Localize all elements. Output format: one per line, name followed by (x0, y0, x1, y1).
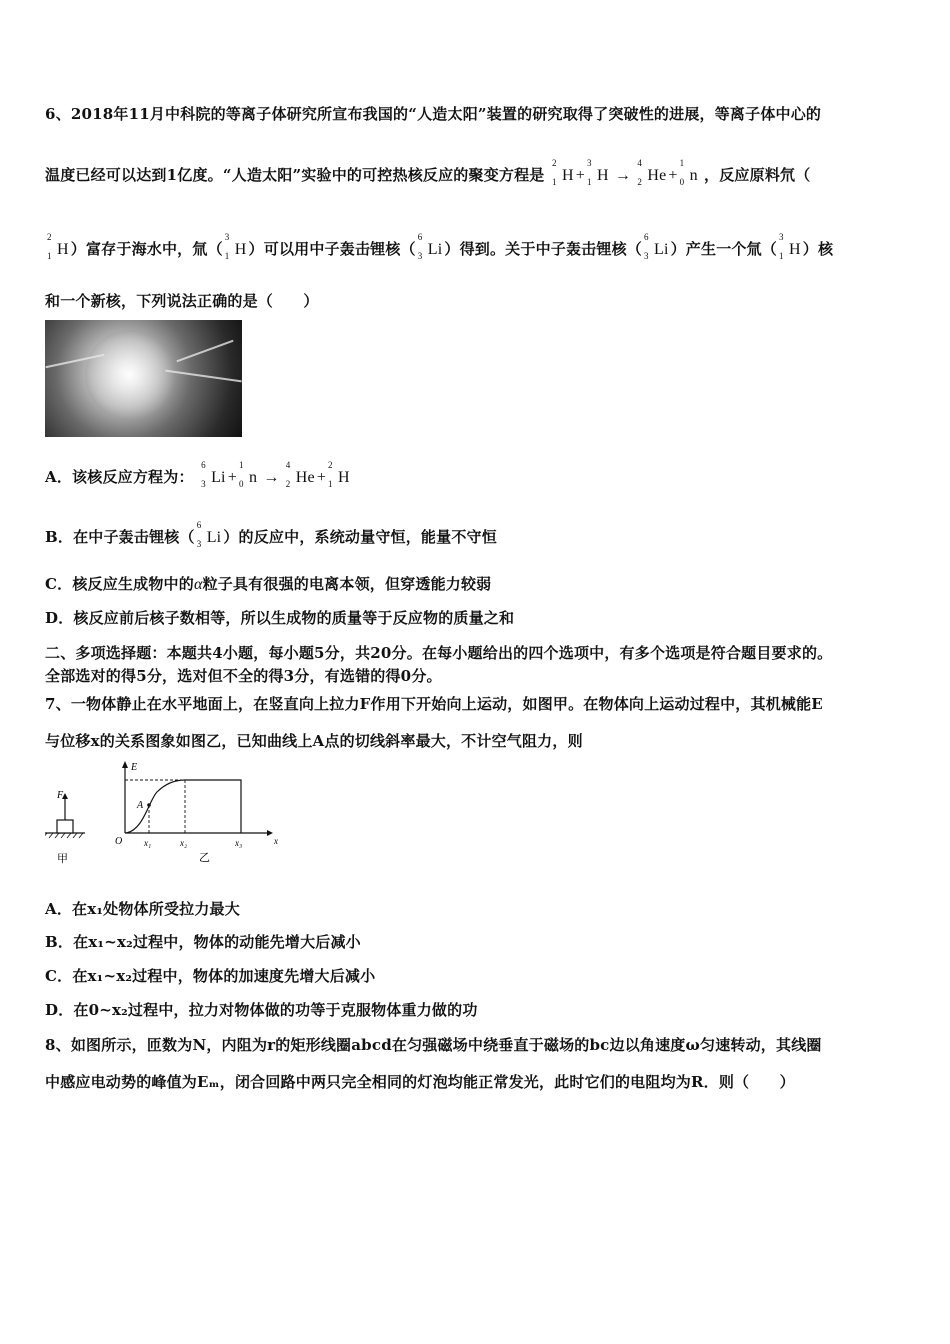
q6-line-3-b: ）可以用中子轰击锂核（ (248, 240, 416, 258)
q8-line-2: 中感应电动势的峰值为Eₘ，闭合回路中两只完全相同的灯泡均能正常发光，此时它们的电阻均为R．则（ ） (45, 1073, 795, 1091)
plus-sign: + (668, 167, 678, 184)
option-b-a: B．在中子轰击锂核（ (45, 528, 195, 546)
q6-line-3-a: ）富存于海水中，氚（ (70, 240, 223, 258)
option-b-b: ）的反应中，系统动量守恒，能量不守恒 (223, 528, 497, 546)
q7-figure (45, 760, 285, 865)
plasma-photo (45, 320, 242, 437)
option-a-label: A．该核反应方程为： (45, 468, 194, 486)
q6-line-1: 6、2018年11月中科院的等离子体研究所宣布我国的“人造太阳”装置的研究取得了突破性的进展，等离子体中心的 (45, 105, 822, 123)
q6-line-4: 和一个新核，下列说法正确的是（ ） (45, 292, 319, 310)
plus-sign: + (575, 167, 585, 184)
plasma-streak (165, 370, 242, 383)
q6-option-a (45, 460, 352, 489)
q7-line-1: 7、一物体静止在水平地面上，在竖直向上拉力F作用下开始向上运动，如图甲。在物体向上运动过程中，其机械能E (45, 695, 823, 713)
label-O: O (115, 836, 123, 847)
label-x2: x₂ (180, 838, 188, 848)
nuclide-lithium: 6 3 Li (643, 232, 669, 261)
nuclide-tritium: 3 1 H (779, 232, 801, 261)
q6-option-b (45, 520, 497, 549)
q7-option-a: A．在x₁处物体所受拉力最大 (45, 900, 240, 918)
q6-line-3 (45, 232, 834, 261)
q6-option-c (45, 573, 491, 594)
option-c-a: C．核反应生成物中的 (45, 575, 194, 593)
q6-line-2-tail: ，反应原料氘（ (704, 166, 811, 184)
q7-option-c: C．在x₁~x₂过程中，物体的加速度先增大后减小 (45, 967, 376, 985)
point-A (147, 803, 151, 807)
q6-line-3-e: ）核 (802, 240, 834, 258)
label-x: x (274, 836, 278, 846)
nuclide-neutron: 1 0 n (679, 158, 698, 187)
q7-line-2: 与位移x的关系图象如图乙，已知曲线上A点的切线斜率最大，不计空气阻力，则 (45, 732, 583, 750)
arrow: → (614, 167, 632, 184)
nuclide-helium: 4 2 He (637, 158, 667, 187)
nuclide-tritium: 3 1 H (224, 232, 247, 261)
nuclide-deuterium: 2 1 H (551, 158, 574, 187)
label-F: F (57, 790, 64, 801)
figure-yi (115, 761, 278, 864)
section2-line-1: 二、多项选择题：本题共4小题，每小题5分，共20分。在每小题给出的四个选项中，有多个选项是符合题目要求的。 (45, 644, 833, 662)
label-A: A (137, 800, 144, 811)
q6-line-3-c: ）得到。关于中子轰击锂核（ (444, 240, 642, 258)
nuclide-lithium: 6 3 Li (417, 232, 443, 261)
label-x3: x₃ (235, 838, 243, 848)
q6-option-d: D．核反应前后核子数相等，所以生成物的质量等于反应物的质量之和 (45, 609, 515, 627)
lithium-reaction-equation: 6 3 Li + 1 0 n → 4 2 He + 2 1 H (201, 460, 350, 489)
nuclide-deuterium: 2 1 H (47, 232, 69, 261)
q8-line-1: 8、如图所示，匝数为N，内阻为r的矩形线圈abcd在匀强磁场中绕垂直于磁场的bc边以角速度ω匀速转动，其线圈 (45, 1036, 822, 1054)
nuclide-tritium: 3 1 H (586, 158, 609, 187)
label-jia: 甲 (57, 852, 68, 865)
nuclide-lithium: 6 3 Li (196, 520, 222, 549)
plasma-glow (85, 330, 175, 420)
section2-line-2: 全部选对的得5分，选对但不全的得3分，有选错的得0分。 (45, 667, 442, 685)
plasma-streak (176, 340, 233, 362)
label-yi: 乙 (199, 851, 210, 864)
q7-option-b: B．在x₁~x₂过程中，物体的动能先增大后减小 (45, 933, 361, 951)
figure-jia (45, 790, 85, 865)
q7-option-d: D．在0~x₂过程中，拉力对物体做的功等于克服物体重力做的功 (45, 1001, 478, 1019)
q6-line-3-d: ）产生一个氚（ (670, 240, 778, 258)
alpha-symbol: α (193, 576, 203, 593)
label-E: E (131, 762, 138, 773)
option-c-b: 粒子具有很强的电离本领，但穿透能力较弱 (202, 575, 492, 593)
label-x1: x₁ (144, 838, 152, 848)
block (57, 820, 73, 833)
fusion-equation (550, 158, 704, 187)
q6-line-2-text: 温度已经可以达到1亿度。“人造太阳”实验中的可控热核反应的聚变方程是 (45, 166, 545, 184)
q6-line-2 (45, 158, 811, 187)
